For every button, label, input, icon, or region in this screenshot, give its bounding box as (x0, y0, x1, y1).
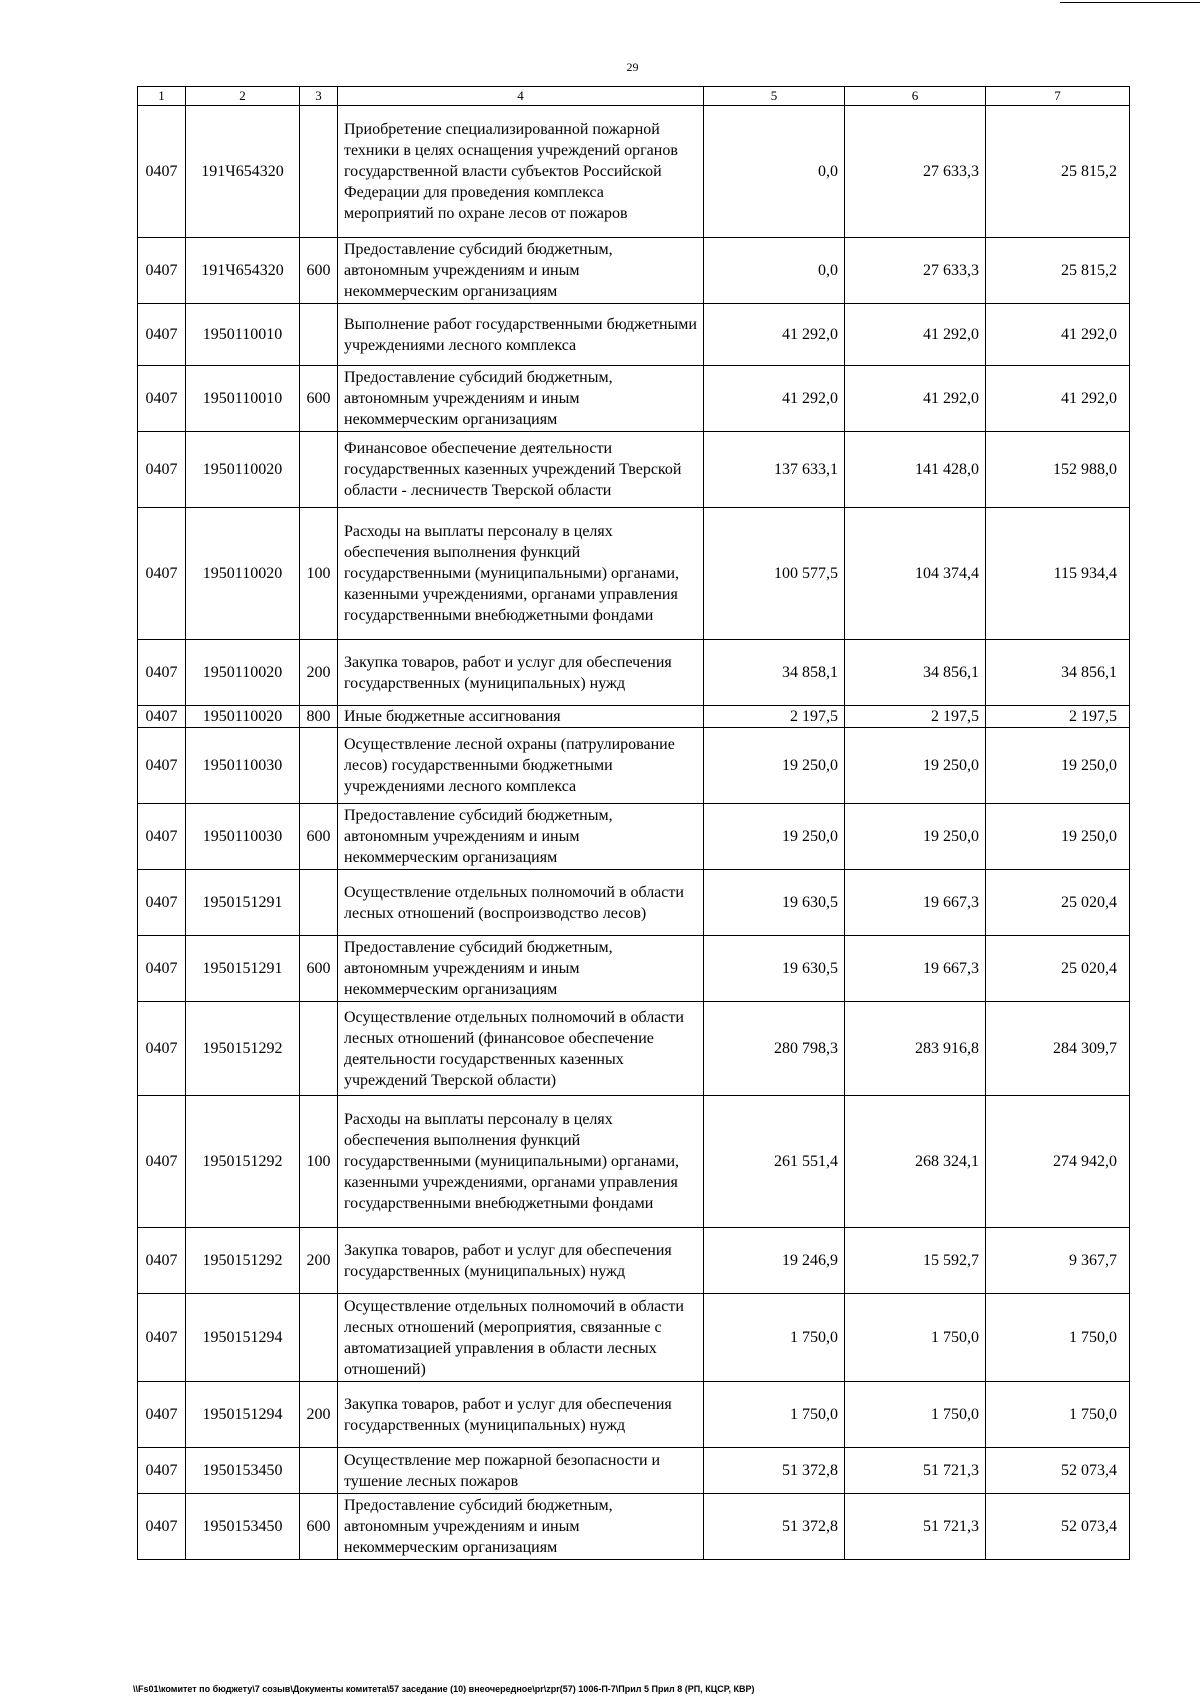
section-cell: 0407 (138, 238, 186, 304)
section-cell: 0407 (138, 1294, 186, 1382)
section-cell: 0407 (138, 366, 186, 432)
expense-type-cell (300, 870, 338, 936)
code-cell: 1950110020 (186, 432, 300, 508)
column-header: 7 (986, 87, 1130, 106)
code-cell: 1950110020 (186, 640, 300, 706)
expense-type-cell (300, 1294, 338, 1382)
section-cell: 0407 (138, 870, 186, 936)
amount-col7-cell: 25 815,2 (986, 106, 1130, 238)
code-cell: 1950110010 (186, 304, 300, 366)
amount-col5-cell: 2 197,5 (704, 706, 845, 728)
code-cell: 1950110010 (186, 366, 300, 432)
amount-col6-cell: 268 324,1 (845, 1096, 986, 1228)
section-cell: 0407 (138, 432, 186, 508)
amount-col5-cell: 19 246,9 (704, 1228, 845, 1294)
amount-col7-cell: 52 073,4 (986, 1494, 1130, 1560)
amount-col5-cell: 1 750,0 (704, 1294, 845, 1382)
code-cell: 1950110020 (186, 706, 300, 728)
column-header: 4 (338, 87, 704, 106)
table-row (138, 936, 1130, 1002)
amount-col6-cell: 27 633,3 (845, 106, 986, 238)
amount-col7-cell: 152 988,0 (986, 432, 1130, 508)
table-row (138, 1448, 1130, 1494)
expense-type-cell (300, 432, 338, 508)
amount-col6-cell: 41 292,0 (845, 304, 986, 366)
code-cell: 1950151292 (186, 1228, 300, 1294)
description-cell: Осуществление отдельных полномочий в области лесных отношений (мероприятия, связанные с автоматизацией управления в области лесных отношений) (338, 1294, 704, 1382)
amount-col6-cell: 2 197,5 (845, 706, 986, 728)
description-cell: Осуществление мер пожарной безопасности и тушение лесных пожаров (338, 1448, 704, 1494)
section-cell: 0407 (138, 804, 186, 870)
amount-col5-cell: 19 630,5 (704, 936, 845, 1002)
description-cell: Закупка товаров, работ и услуг для обеспечения государственных (муниципальных) нужд (338, 640, 704, 706)
amount-col6-cell: 19 250,0 (845, 804, 986, 870)
amount-col7-cell: 52 073,4 (986, 1448, 1130, 1494)
code-cell: 1950110020 (186, 508, 300, 640)
amount-col5-cell: 100 577,5 (704, 508, 845, 640)
amount-col6-cell: 1 750,0 (845, 1294, 986, 1382)
description-cell: Осуществление отдельных полномочий в области лесных отношений (финансовое обеспечение деятельности государственных казенных учреждений Тверской области) (338, 1002, 704, 1096)
description-cell: Предоставление субсидий бюджетным, автономным учреждениям и иным некоммерческим организациям (338, 238, 704, 304)
code-cell: 1950151291 (186, 936, 300, 1002)
amount-col7-cell: 274 942,0 (986, 1096, 1130, 1228)
table-row (138, 870, 1130, 936)
table-row (138, 640, 1130, 706)
amount-col7-cell: 115 934,4 (986, 508, 1130, 640)
amount-col6-cell: 51 721,3 (845, 1494, 986, 1560)
column-header: 3 (300, 87, 338, 106)
section-cell: 0407 (138, 1494, 186, 1560)
section-cell: 0407 (138, 1002, 186, 1096)
amount-col6-cell: 34 856,1 (845, 640, 986, 706)
budget-table (137, 86, 1130, 1560)
description-cell: Осуществление лесной охраны (патрулирование лесов) государственными бюджетными учреждениями лесного комплекса (338, 728, 704, 804)
amount-col5-cell: 34 858,1 (704, 640, 845, 706)
table-row (138, 508, 1130, 640)
amount-col6-cell: 1 750,0 (845, 1382, 986, 1448)
expense-type-cell (300, 304, 338, 366)
amount-col5-cell: 261 551,4 (704, 1096, 845, 1228)
amount-col7-cell: 2 197,5 (986, 706, 1130, 728)
amount-col7-cell: 25 020,4 (986, 870, 1130, 936)
amount-col5-cell: 280 798,3 (704, 1002, 845, 1096)
section-cell: 0407 (138, 304, 186, 366)
expense-type-cell: 600 (300, 366, 338, 432)
expense-type-cell (300, 1448, 338, 1494)
section-cell: 0407 (138, 1228, 186, 1294)
table-row (138, 304, 1130, 366)
amount-col7-cell: 9 367,7 (986, 1228, 1130, 1294)
expense-type-cell: 600 (300, 238, 338, 304)
expense-type-cell (300, 728, 338, 804)
section-cell: 0407 (138, 706, 186, 728)
code-cell: 1950151292 (186, 1002, 300, 1096)
amount-col7-cell: 41 292,0 (986, 366, 1130, 432)
code-cell: 1950153450 (186, 1494, 300, 1560)
section-cell: 0407 (138, 106, 186, 238)
table-row (138, 1002, 1130, 1096)
amount-col5-cell: 1 750,0 (704, 1382, 845, 1448)
page-corner-line (1060, 2, 1200, 3)
expense-type-cell: 600 (300, 1494, 338, 1560)
column-header: 5 (704, 87, 845, 106)
amount-col5-cell: 51 372,8 (704, 1494, 845, 1560)
section-cell: 0407 (138, 640, 186, 706)
expense-type-cell: 200 (300, 1228, 338, 1294)
description-cell: Закупка товаров, работ и услуг для обеспечения государственных (муниципальных) нужд (338, 1228, 704, 1294)
section-cell: 0407 (138, 1448, 186, 1494)
column-header: 6 (845, 87, 986, 106)
amount-col7-cell: 34 856,1 (986, 640, 1130, 706)
table-row (138, 1382, 1130, 1448)
table-row (138, 106, 1130, 238)
table-row (138, 1228, 1130, 1294)
amount-col5-cell: 19 250,0 (704, 804, 845, 870)
column-number-row (138, 87, 1130, 106)
description-cell: Расходы на выплаты персоналу в целях обеспечения выполнения функций государственными (муниципальными) органами, казенными учреждениями, органами управления государственными внебюджетными фондами (338, 508, 704, 640)
amount-col6-cell: 19 667,3 (845, 870, 986, 936)
amount-col6-cell: 141 428,0 (845, 432, 986, 508)
description-cell: Предоставление субсидий бюджетным, автономным учреждениям и иным некоммерческим организациям (338, 1494, 704, 1560)
table-row (138, 1294, 1130, 1382)
description-cell: Осуществление отдельных полномочий в области лесных отношений (воспроизводство лесов) (338, 870, 704, 936)
file-path-footer: \\Fs01\комитет по бюджету\7 созыв\Документы комитета\57 заседание (10) внеочередное\pr\zpr(57) 1006-П-7\Прил 5 Прил 8 (РП, КЦСР, КВР) (133, 1684, 755, 1694)
amount-col5-cell: 41 292,0 (704, 366, 845, 432)
code-cell: 1950110030 (186, 728, 300, 804)
code-cell: 1950151294 (186, 1294, 300, 1382)
amount-col6-cell: 41 292,0 (845, 366, 986, 432)
amount-col5-cell: 19 250,0 (704, 728, 845, 804)
expense-type-cell: 800 (300, 706, 338, 728)
page-number: 29 (626, 60, 639, 74)
amount-col7-cell: 25 020,4 (986, 936, 1130, 1002)
amount-col5-cell: 0,0 (704, 238, 845, 304)
description-cell: Иные бюджетные ассигнования (338, 706, 704, 728)
amount-col5-cell: 51 372,8 (704, 1448, 845, 1494)
code-cell: 1950151291 (186, 870, 300, 936)
section-cell: 0407 (138, 728, 186, 804)
description-cell: Выполнение работ государственными бюджетными учреждениями лесного комплекса (338, 304, 704, 366)
amount-col5-cell: 0,0 (704, 106, 845, 238)
table-row (138, 238, 1130, 304)
expense-type-cell: 100 (300, 508, 338, 640)
description-cell: Предоставление субсидий бюджетным, автономным учреждениям и иным некоммерческим организациям (338, 936, 704, 1002)
amount-col6-cell: 19 667,3 (845, 936, 986, 1002)
expense-type-cell: 200 (300, 1382, 338, 1448)
expense-type-cell (300, 106, 338, 238)
section-cell: 0407 (138, 508, 186, 640)
description-cell: Предоставление субсидий бюджетным, автономным учреждениям и иным некоммерческим организациям (338, 804, 704, 870)
amount-col7-cell: 1 750,0 (986, 1382, 1130, 1448)
code-cell: 191Ч654320 (186, 106, 300, 238)
code-cell: 191Ч654320 (186, 238, 300, 304)
amount-col7-cell: 19 250,0 (986, 728, 1130, 804)
section-cell: 0407 (138, 1382, 186, 1448)
amount-col6-cell: 104 374,4 (845, 508, 986, 640)
amount-col6-cell: 15 592,7 (845, 1228, 986, 1294)
description-cell: Финансовое обеспечение деятельности государственных казенных учреждений Тверской области - лесничеств Тверской области (338, 432, 704, 508)
amount-col7-cell: 284 309,7 (986, 1002, 1130, 1096)
section-cell: 0407 (138, 1096, 186, 1228)
table-row (138, 1096, 1130, 1228)
column-header: 2 (186, 87, 300, 106)
amount-col6-cell: 27 633,3 (845, 238, 986, 304)
amount-col7-cell: 41 292,0 (986, 304, 1130, 366)
table-row (138, 1494, 1130, 1560)
column-header: 1 (138, 87, 186, 106)
amount-col5-cell: 19 630,5 (704, 870, 845, 936)
amount-col5-cell: 137 633,1 (704, 432, 845, 508)
description-cell: Расходы на выплаты персоналу в целях обеспечения выполнения функций государственными (муниципальными) органами, казенными учреждениями, органами управления государственными внебюджетными фондами (338, 1096, 704, 1228)
amount-col7-cell: 25 815,2 (986, 238, 1130, 304)
expense-type-cell: 600 (300, 804, 338, 870)
amount-col6-cell: 283 916,8 (845, 1002, 986, 1096)
description-cell: Приобретение специализированной пожарной техники в целях оснащения учреждений органов государственной власти субъектов Российской Федерации для проведения комплекса мероприятий по охране лесов от пожаров (338, 106, 704, 238)
expense-type-cell: 600 (300, 936, 338, 1002)
description-cell: Закупка товаров, работ и услуг для обеспечения государственных (муниципальных) нужд (338, 1382, 704, 1448)
expense-type-cell: 200 (300, 640, 338, 706)
table-body (138, 106, 1130, 1560)
table-row (138, 706, 1130, 728)
amount-col6-cell: 19 250,0 (845, 728, 986, 804)
code-cell: 1950110030 (186, 804, 300, 870)
amount-col6-cell: 51 721,3 (845, 1448, 986, 1494)
table-row (138, 432, 1130, 508)
expense-type-cell (300, 1002, 338, 1096)
code-cell: 1950151292 (186, 1096, 300, 1228)
section-cell: 0407 (138, 936, 186, 1002)
code-cell: 1950151294 (186, 1382, 300, 1448)
description-cell: Предоставление субсидий бюджетным, автономным учреждениям и иным некоммерческим организациям (338, 366, 704, 432)
code-cell: 1950153450 (186, 1448, 300, 1494)
table-row (138, 366, 1130, 432)
amount-col5-cell: 41 292,0 (704, 304, 845, 366)
amount-col7-cell: 1 750,0 (986, 1294, 1130, 1382)
table-row (138, 804, 1130, 870)
expense-type-cell: 100 (300, 1096, 338, 1228)
table-row (138, 728, 1130, 804)
amount-col7-cell: 19 250,0 (986, 804, 1130, 870)
